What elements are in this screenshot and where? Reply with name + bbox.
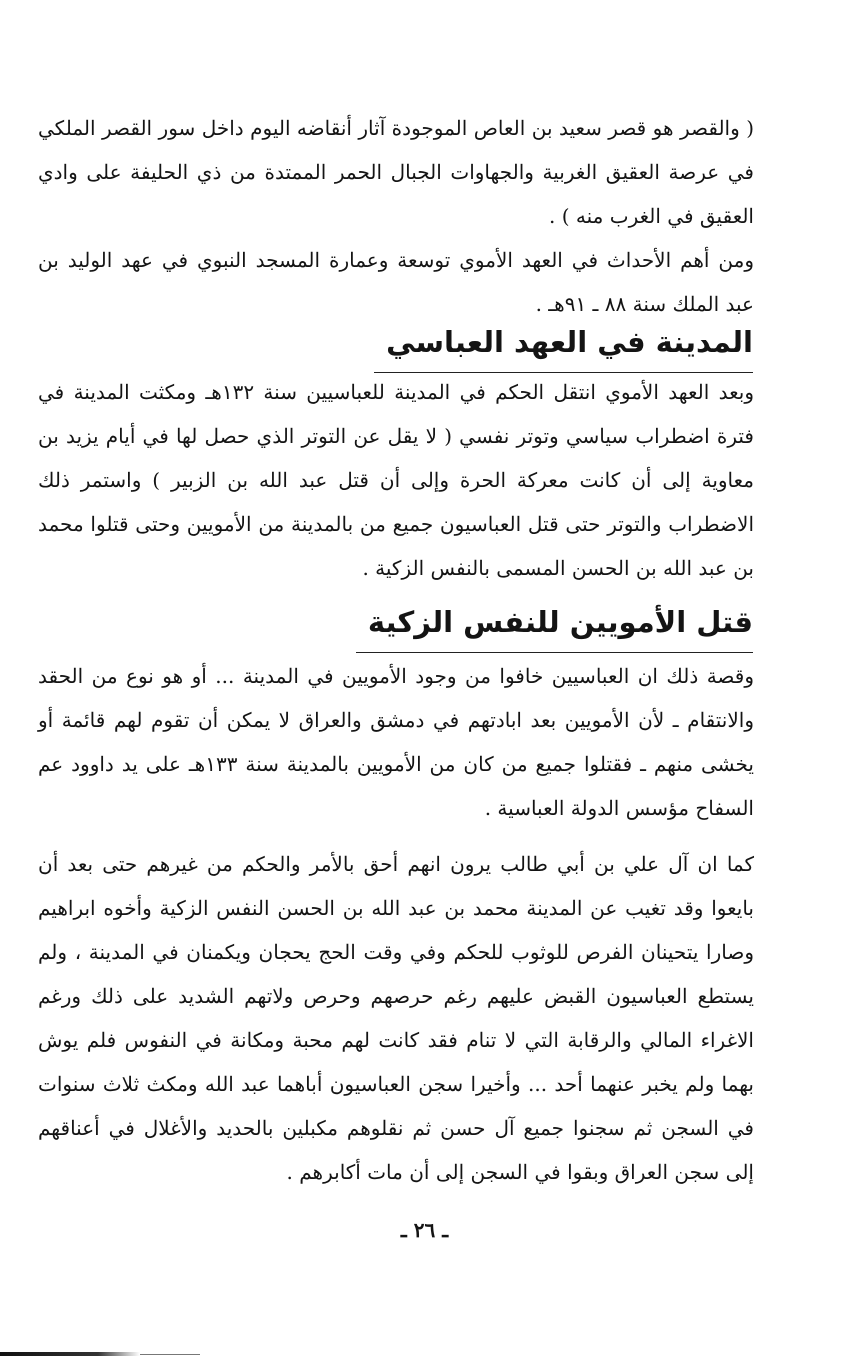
- section-heading-umayyad-killings: قتل الأمويين للنفس الزكية: [356, 598, 753, 653]
- scan-edge-mark: [0, 1352, 140, 1356]
- page-number: ـ ٢٦ ـ: [400, 1218, 449, 1242]
- paragraph-abbasid-fear-of-umayyads: وقصة ذلك ان العباسيين خافوا من وجود الأمويين في المدينة ... أو هو نوع من الحقد والانتقام ـ لأن الأمويين بعد ابادتهم في دمشق والعراق لا يمكن أن تقوم لهم قائمة أو يخشى منهم ـ فقتلوا جميع من كان من الأمويين بالمدينة سنة ١٣٣هـ على يد داوود عم السفاح مؤسس الدولة العباسية .: [38, 664, 754, 820]
- scan-edge-mark-faint: [140, 1354, 200, 1355]
- paragraph-abbasid-rule: وبعد العهد الأموي انتقل الحكم في المدينة للعباسيين سنة ١٣٢هـ ومكثت المدينة في فترة اضطراب سياسي وتوتر نفسي ( لا يقل عن التوتر الذي حصل لها في أيام يزيد بن معاوية إلى أن كانت معركة الحرة وإلى أن قتل عبد الله بن الزبير ) واستمر ذلك الاضطراب والتوتر حتى قتل العباسيون جميع من بالمدينة من الأمويين وحتى قتلوا محمد بن عبد الله بن الحسن المسمى بالنفس الزكية .: [38, 380, 754, 580]
- paragraph-al-ali-claims: كما ان آل علي بن أبي طالب يرون انهم أحق بالأمر والحكم من غيرهم حتى بعد أن بايعوا وقد تغيب عن المدينة محمد بن عبد الله بن الحسن النفس الزكية وأخوه ابراهيم وصارا يتحينان الفرص للوثوب للحكم وفي وقت الحج يحجان ويكمنان في المدينة ، ولم يستطع العباسيون القبض عليهم رغم حرصهم وحرص ولاتهم الشديد على ذلك ورغم الاغراء المالي والرقابة التي لا تنام فقد كانت لهم محبة ومكانة في النفوس فلم يوش بهما ولم يخبر عنهما أحد ... وأخيرا سجن العباسيون أباهما عبد الله ومكث ثلاث سنوات في السجن ثم سجنوا جميع آل حسن ثم نقلوهم مكبلين بالحديد والأغلال في أعناقهم إلى سجن العراق وبقوا في السجن إلى أن مات أكابرهم .: [38, 852, 755, 1184]
- section-heading-abbasid-era: المدينة في العهد العباسي: [374, 318, 753, 373]
- paragraph-umayyad-mosque-expansion: ومن أهم الأحداث في العهد الأموي توسعة وعمارة المسجد النبوي في عهد الوليد بن عبد الملك سنة ٨٨ ـ ٩١هـ .: [38, 248, 754, 316]
- paragraph-palace-description: ( والقصر هو قصر سعيد بن العاص الموجودة آثار أنقاضه اليوم داخل سور القصر الملكي في عرصة العقيق الغربية والجهاوات الجبال الحمر الممتدة من ذي الحليفة على وادي العقيق في الغرب منه ) .: [38, 116, 754, 228]
